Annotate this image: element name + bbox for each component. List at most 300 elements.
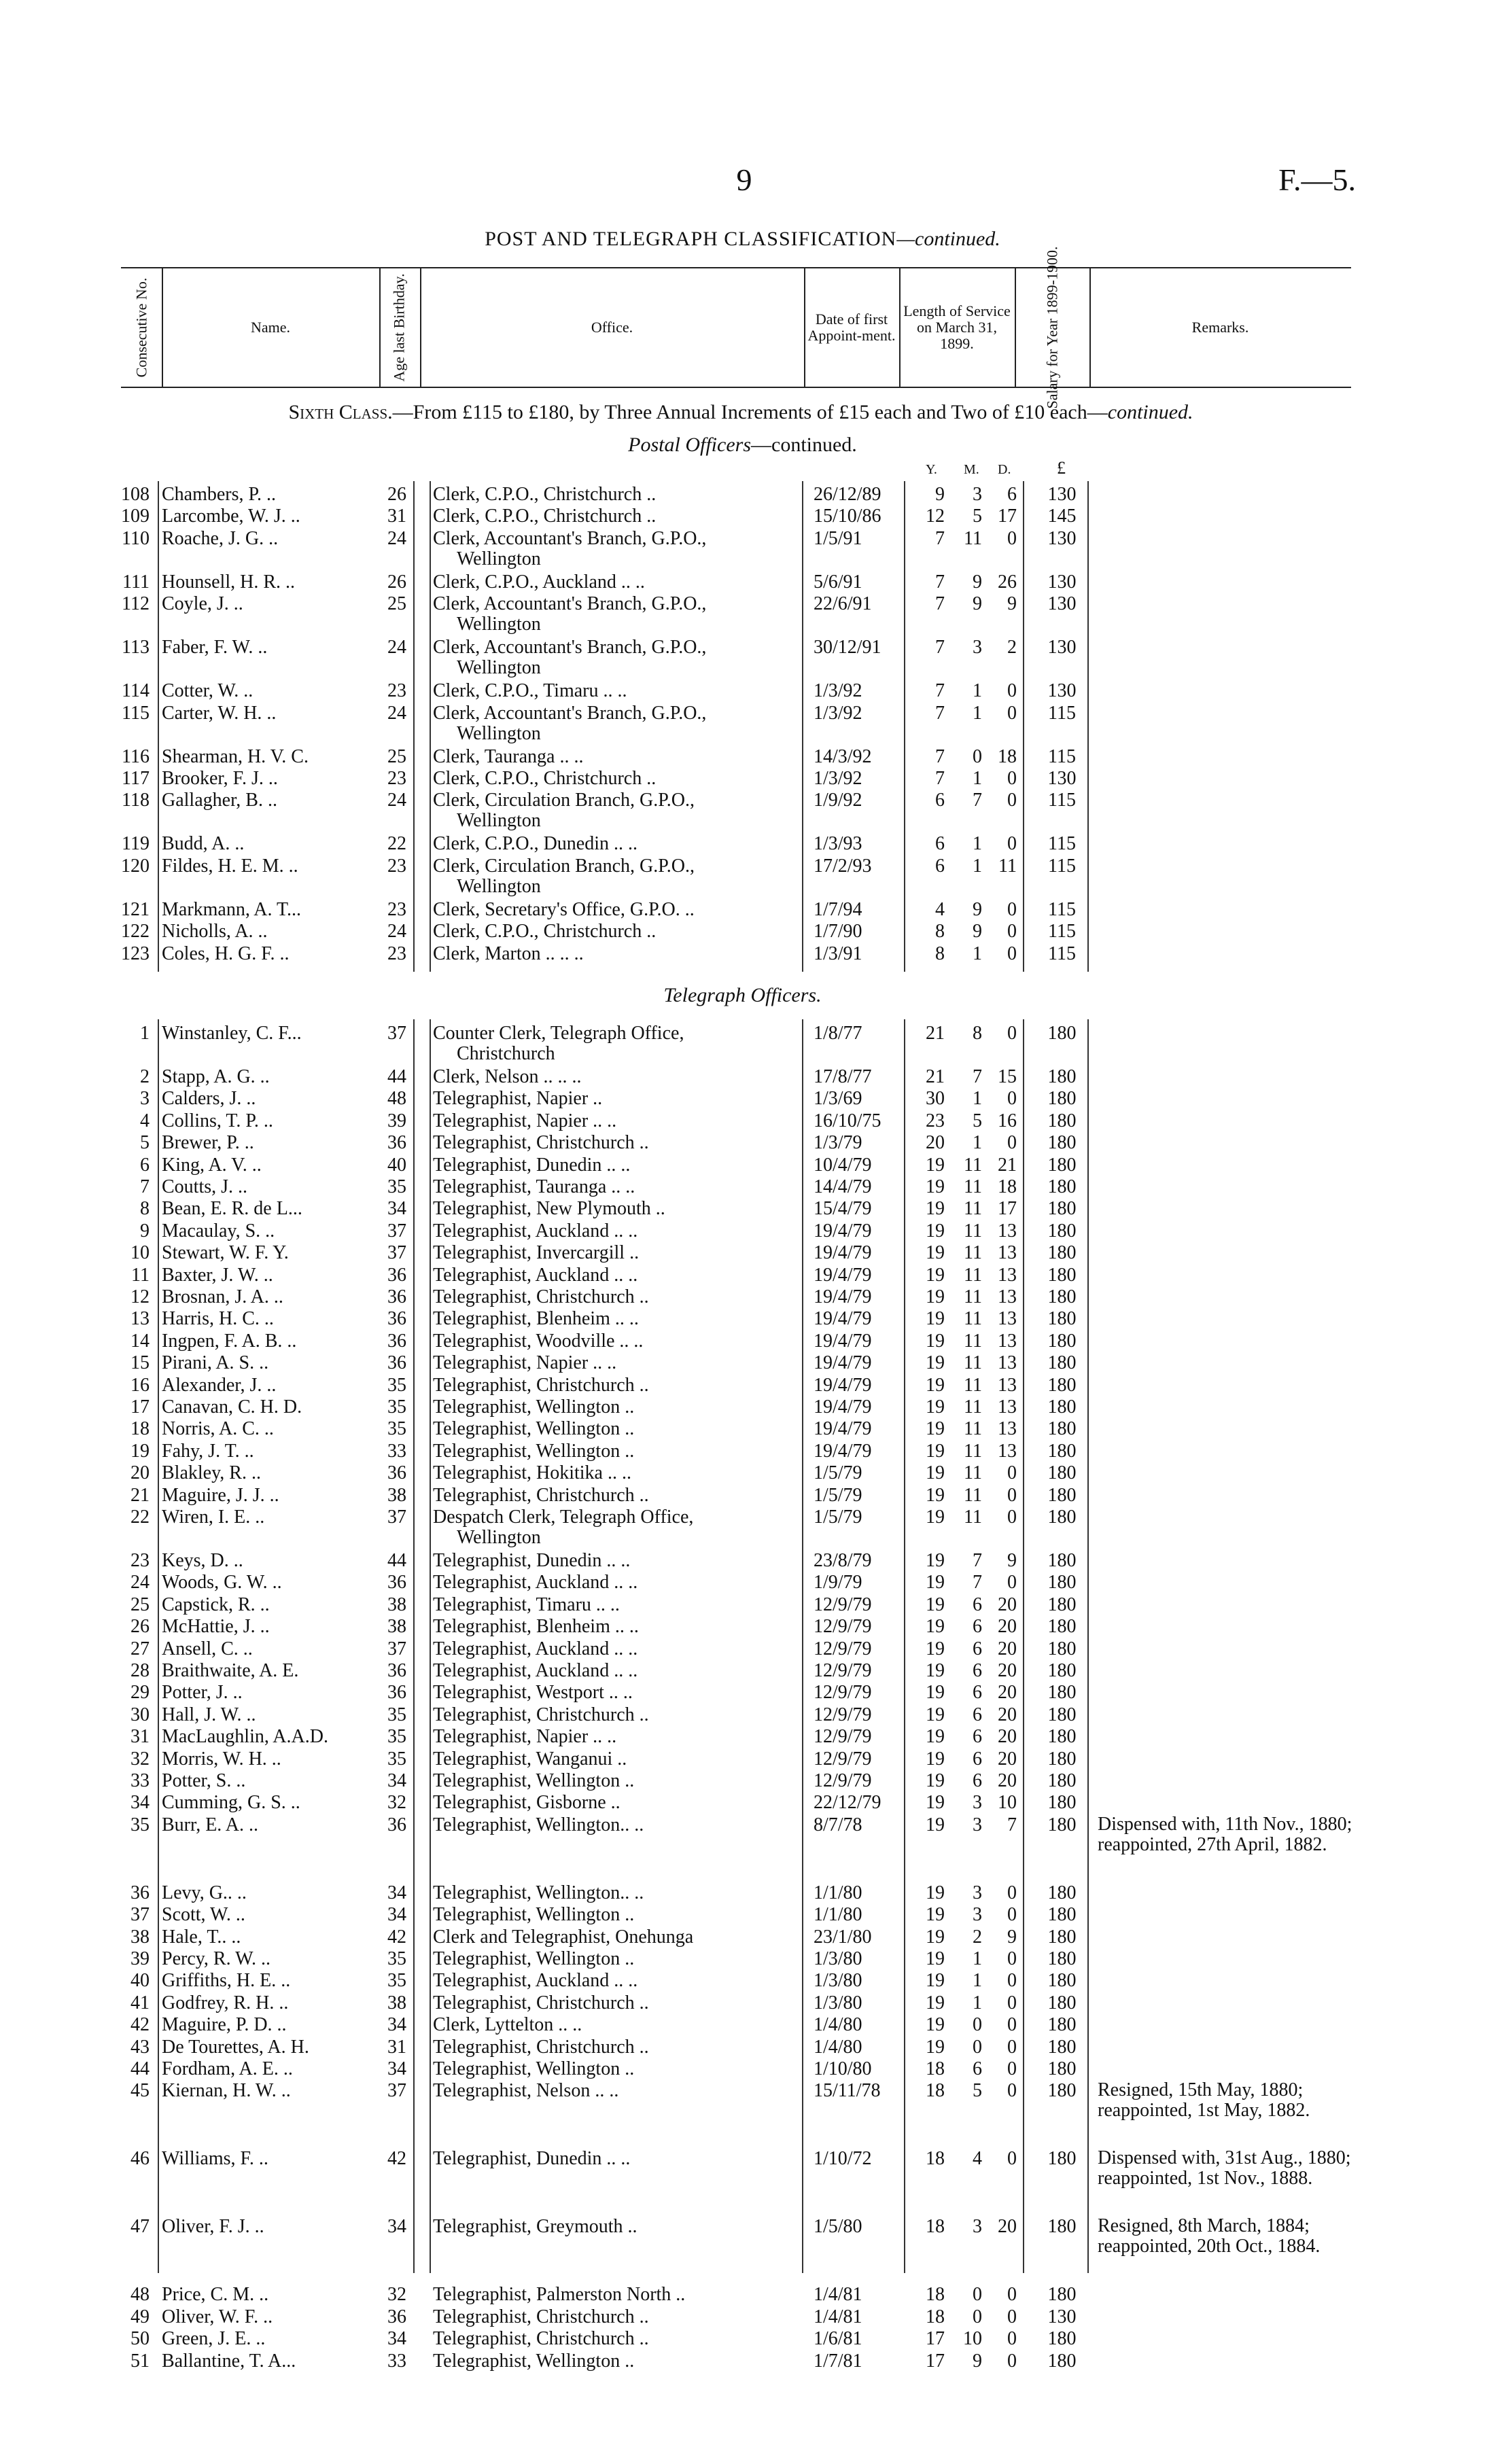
- consecutive-no-text: 113: [122, 637, 150, 658]
- consecutive-no-text: 23: [130, 1550, 150, 1571]
- salary-text: 180: [1047, 1748, 1077, 1770]
- office-text: Clerk, C.P.O., Auckland .. ..: [433, 571, 645, 593]
- age: [381, 790, 413, 811]
- service-years: [911, 1550, 945, 1572]
- salary: [1030, 921, 1094, 943]
- table-row: [0, 1375, 1485, 1396]
- consecutive-no: [102, 2014, 150, 2036]
- age: [381, 1970, 413, 1992]
- office-line-2: Wellington: [457, 810, 541, 832]
- consecutive-no-text: 25: [130, 1594, 150, 1615]
- office: [433, 2014, 793, 2036]
- office-text: Telegraphist, Gisborne ..: [433, 1792, 621, 1814]
- age-text: 34: [387, 1770, 406, 1791]
- officer-name: [162, 1970, 366, 1992]
- consecutive-no-text: 5: [140, 1132, 150, 1154]
- salary: [1030, 2014, 1094, 2036]
- age: [381, 593, 413, 615]
- service-years: [911, 1132, 945, 1154]
- officer-name-text: Ingpen, F. A. B. ..: [162, 1330, 297, 1352]
- salary: [1030, 1110, 1094, 1132]
- service-months: [948, 1992, 982, 2014]
- column-rule: [430, 481, 431, 972]
- service-days-text: 13: [998, 1418, 1017, 1440]
- age-text: 23: [387, 898, 406, 920]
- officer-name-text: Harris, H. C. ..: [162, 1308, 274, 1330]
- service-years-text: 18: [926, 2306, 945, 2327]
- service-months-text: 11: [964, 1330, 982, 1352]
- age: [381, 528, 413, 550]
- officer-name: [162, 921, 366, 943]
- appointment-date: [814, 1441, 902, 1462]
- age-text: 38: [387, 1992, 406, 2013]
- service-months-text: 1: [973, 1992, 982, 2013]
- officer-name-text: Braithwaite, A. E.: [162, 1660, 299, 1681]
- officer-name: [162, 1242, 366, 1264]
- appointment-date-text: 1/5/80: [814, 2216, 862, 2238]
- age: [381, 680, 413, 702]
- officer-name: [162, 1155, 366, 1176]
- office: [433, 2080, 793, 2102]
- table-row: [0, 943, 1485, 965]
- office: [433, 1616, 793, 1638]
- age-text: 36: [387, 1330, 406, 1352]
- office-line-2: Christchurch: [457, 1043, 555, 1064]
- age-text: 34: [387, 2328, 406, 2350]
- officer-name: [162, 1198, 366, 1220]
- consecutive-no: [102, 2037, 150, 2058]
- salary: [1030, 1418, 1094, 1440]
- salary: [1030, 703, 1094, 724]
- office: [433, 1308, 793, 1330]
- age-text: 26: [387, 571, 406, 593]
- service-months: [948, 2351, 982, 2372]
- service-years-text: 7: [935, 637, 945, 658]
- salary: [1030, 1992, 1094, 2014]
- service-days: [985, 1155, 1017, 1176]
- consecutive-no-text: 49: [130, 2306, 150, 2327]
- officer-name: [162, 790, 366, 811]
- appointment-date-text: 1/10/80: [814, 2058, 872, 2079]
- consecutive-no-text: 31: [130, 1726, 150, 1748]
- consecutive-no-text: 36: [130, 1882, 150, 1903]
- salary-text: 115: [1048, 921, 1076, 943]
- salary: [1030, 571, 1094, 593]
- appointment-date-text: 1/7/90: [814, 921, 862, 943]
- officer-name: [162, 2216, 366, 2238]
- service-months: [948, 2284, 982, 2306]
- consecutive-no-text: 35: [130, 1814, 150, 1835]
- service-days: [985, 1265, 1017, 1286]
- consecutive-no-text: 4: [140, 1110, 150, 1131]
- consecutive-no-text: 20: [130, 1462, 150, 1484]
- salary-text: 180: [1047, 1462, 1077, 1484]
- service-months-text: 11: [964, 1352, 982, 1374]
- consecutive-no: [102, 1550, 150, 1572]
- consecutive-no: [102, 484, 150, 506]
- office: [433, 1462, 793, 1484]
- salary: [1030, 2080, 1094, 2102]
- service-years-text: 19: [926, 1418, 945, 1440]
- office: [433, 2037, 793, 2058]
- service-years: [911, 571, 945, 593]
- officer-name-text: Alexander, J. ..: [162, 1374, 277, 1396]
- salary: [1030, 1286, 1094, 1308]
- consecutive-no: [102, 528, 150, 550]
- consecutive-no: [102, 899, 150, 921]
- age-text: 34: [387, 2058, 406, 2079]
- service-years-text: 19: [926, 1748, 945, 1770]
- officer-name: [162, 1462, 366, 1484]
- office: [433, 680, 793, 702]
- service-days: [985, 1220, 1017, 1242]
- appointment-date-text: 1/7/81: [814, 2350, 862, 2372]
- salary-text: 180: [1047, 1176, 1077, 1197]
- appointment-date: [814, 1375, 902, 1396]
- age-text: 42: [387, 2148, 406, 2170]
- office-text: Telegraphist, Napier ..: [433, 1088, 603, 1110]
- officer-name-text: Fordham, A. E. ..: [162, 2058, 293, 2079]
- officer-name-text: Cotter, W. ..: [162, 680, 254, 702]
- age: [381, 1023, 413, 1044]
- service-days: [985, 571, 1017, 593]
- service-days: [985, 2058, 1017, 2080]
- office-text: Telegraphist, Napier .. ..: [433, 1726, 617, 1748]
- service-months-text: 0: [973, 2036, 982, 2058]
- appointment-date: [814, 1550, 902, 1572]
- office: [433, 1155, 793, 1176]
- service-years: [911, 703, 945, 724]
- office-text: Telegraphist, Christchurch ..: [433, 1704, 649, 1725]
- consecutive-no: [102, 1308, 150, 1330]
- service-years-text: 19: [926, 1308, 945, 1330]
- service-years: [911, 1616, 945, 1638]
- salary-text: 180: [1047, 1396, 1077, 1418]
- office: [433, 1265, 793, 1286]
- age: [381, 1308, 413, 1330]
- office: [433, 768, 793, 790]
- age-text: 35: [387, 1704, 406, 1725]
- table-row: [0, 1066, 1485, 1088]
- office-text: Telegraphist, New Plymouth ..: [433, 1198, 665, 1220]
- service-days-text: 13: [998, 1286, 1017, 1307]
- age: [381, 703, 413, 724]
- service-days-text: 0: [1007, 1088, 1017, 1110]
- office-text: Telegraphist, Wellington ..: [433, 1396, 635, 1418]
- officer-name-text: Roache, J. G. ..: [162, 527, 279, 549]
- officer-name-text: Cumming, G. S. ..: [162, 1792, 300, 1814]
- appointment-date-text: 1/1/80: [814, 1882, 862, 1903]
- service-days: [985, 1176, 1017, 1198]
- service-days-text: 26: [998, 571, 1017, 593]
- appointment-date: [814, 680, 902, 702]
- office-line-2: Wellington: [457, 657, 541, 679]
- service-months: [948, 1110, 982, 1132]
- appointment-date-text: 12/9/79: [814, 1682, 872, 1704]
- officer-name-text: Oliver, F. J. ..: [162, 2216, 264, 2238]
- officer-name: [162, 2284, 366, 2306]
- appointment-date-text: 15/10/86: [814, 506, 881, 527]
- service-days-text: 0: [1007, 921, 1017, 943]
- service-days-text: 0: [1007, 2328, 1017, 2350]
- age-text: 24: [387, 527, 406, 549]
- officer-name: [162, 2037, 366, 2058]
- salary: [1030, 2148, 1094, 2170]
- service-months: [948, 1550, 982, 1572]
- table-row: [0, 855, 1485, 897]
- salary: [1030, 790, 1094, 811]
- service-days: [985, 1726, 1017, 1748]
- office: [433, 1023, 793, 1064]
- officer-name: [162, 637, 366, 658]
- appointment-date: [814, 1770, 902, 1792]
- office: [433, 746, 793, 768]
- service-years: [911, 1110, 945, 1132]
- service-days-text: 13: [998, 1352, 1017, 1374]
- service-days: [985, 1396, 1017, 1418]
- office: [433, 1748, 793, 1770]
- officer-name: [162, 1066, 366, 1088]
- officer-name-text: McHattie, J. ..: [162, 1616, 270, 1638]
- age: [381, 1242, 413, 1264]
- consecutive-no: [102, 1132, 150, 1154]
- appointment-date: [814, 2284, 902, 2306]
- salary-text: 180: [1047, 1770, 1077, 1791]
- office-text: Telegraphist, Auckland .. ..: [433, 1572, 638, 1594]
- service-days-text: 0: [1007, 2306, 1017, 2327]
- service-days-text: 0: [1007, 790, 1017, 811]
- salary: [1030, 2058, 1094, 2080]
- service-days: [985, 2148, 1017, 2170]
- office-text: Telegraphist, Christchurch ..: [433, 2328, 649, 2350]
- service-days: [985, 790, 1017, 811]
- service-days-text: 9: [1007, 1550, 1017, 1571]
- appointment-date-text: 19/4/79: [814, 1418, 872, 1440]
- officer-name-text: Bean, E. R. de L...: [162, 1198, 302, 1220]
- header-name: Name.: [250, 319, 291, 336]
- service-years: [911, 593, 945, 615]
- service-years: [911, 2306, 945, 2328]
- service-years-text: 19: [926, 1220, 945, 1242]
- salary-text: 180: [1047, 1132, 1077, 1154]
- service-years: [911, 1242, 945, 1264]
- officer-name: [162, 1088, 366, 1110]
- service-months: [948, 1088, 982, 1110]
- table-row: [0, 1792, 1485, 1814]
- consecutive-no-text: 117: [122, 768, 150, 789]
- service-months-text: 1: [973, 943, 982, 964]
- service-days: [985, 1110, 1017, 1132]
- age-text: 34: [387, 1882, 406, 1903]
- salary-text: 180: [1047, 1970, 1077, 1992]
- service-months-text: 3: [973, 2216, 982, 2238]
- office: [433, 1682, 793, 1704]
- column-rule: [802, 1019, 803, 2273]
- header-remarks: Remarks.: [1191, 319, 1249, 336]
- salary-text: 130: [1047, 2306, 1077, 2327]
- office-text: Telegraphist, Dunedin .. ..: [433, 2148, 631, 2170]
- appointment-date: [814, 1155, 902, 1176]
- service-years: [911, 1507, 945, 1528]
- officer-name-text: Carter, W. H. ..: [162, 702, 277, 724]
- service-days-text: 0: [1007, 1132, 1017, 1154]
- salary: [1030, 899, 1094, 921]
- service-months: [948, 1023, 982, 1044]
- consecutive-no: [102, 921, 150, 943]
- age: [381, 1198, 413, 1220]
- consecutive-no-text: 123: [121, 943, 150, 964]
- consecutive-no-text: 34: [130, 1792, 150, 1814]
- unit-years: Y.: [926, 462, 937, 477]
- service-days: [985, 593, 1017, 615]
- service-years-text: 19: [926, 1352, 945, 1374]
- service-years-text: 19: [926, 1992, 945, 2013]
- service-days-text: 0: [1007, 898, 1017, 920]
- service-months-text: 1: [973, 833, 982, 855]
- salary-text: 180: [1047, 1926, 1077, 1948]
- consecutive-no-text: 3: [140, 1088, 150, 1110]
- service-years: [911, 1638, 945, 1660]
- age-text: 24: [387, 702, 406, 724]
- table-row: [0, 527, 1485, 569]
- appointment-date: [814, 943, 902, 965]
- service-years-text: 19: [926, 1550, 945, 1571]
- officer-name: [162, 856, 366, 877]
- office-text: Telegraphist, Invercargill ..: [433, 1242, 640, 1264]
- salary-text: 180: [1047, 1374, 1077, 1396]
- salary-text: 180: [1047, 1682, 1077, 1704]
- office: [433, 527, 793, 569]
- officer-name-text: Hall, J. W. ..: [162, 1704, 256, 1725]
- table-row: [0, 1286, 1485, 1308]
- service-years-text: 18: [926, 2080, 945, 2102]
- salary: [1030, 680, 1094, 702]
- table-row: [0, 2215, 1485, 2257]
- age-text: 37: [387, 1242, 406, 1264]
- office-text: Telegraphist, Wellington ..: [433, 1948, 635, 1969]
- consecutive-no-text: 48: [130, 2284, 150, 2306]
- consecutive-no: [102, 943, 150, 965]
- appointment-date-text: 1/6/81: [814, 2328, 862, 2350]
- service-months-text: 7: [973, 1550, 982, 1571]
- consecutive-no: [102, 1992, 150, 2014]
- service-years: [911, 1748, 945, 1770]
- salary: [1030, 1770, 1094, 1792]
- service-months: [948, 1132, 982, 1154]
- page-number: 9: [736, 162, 752, 197]
- appointment-date-text: 1/1/80: [814, 1904, 862, 1926]
- officer-name: [162, 506, 366, 527]
- appointment-date: [814, 1970, 902, 1992]
- salary: [1030, 1682, 1094, 1704]
- office-line-2: Wellington: [457, 875, 541, 897]
- service-years-text: 12: [926, 506, 945, 527]
- office-text: Telegraphist, Christchurch ..: [433, 1286, 649, 1307]
- appointment-date: [814, 1220, 902, 1242]
- salary: [1030, 1396, 1094, 1418]
- service-months-text: 11: [964, 1308, 982, 1330]
- appointment-date: [814, 833, 902, 855]
- service-days: [985, 1770, 1017, 1792]
- appointment-date: [814, 2014, 902, 2036]
- office: [433, 1331, 793, 1352]
- title-continued: —continued.: [896, 228, 1000, 250]
- appointment-date-text: 1/5/79: [814, 1484, 862, 1506]
- officer-name-text: Burr, E. A. ..: [162, 1814, 258, 1835]
- service-years: [911, 790, 945, 811]
- consecutive-no-text: 118: [122, 790, 150, 811]
- office: [433, 1594, 793, 1616]
- service-years: [911, 2014, 945, 2036]
- service-days-text: 17: [998, 1198, 1017, 1220]
- consecutive-no: [102, 1023, 150, 1044]
- service-months-text: 1: [973, 702, 982, 724]
- age: [381, 1550, 413, 1572]
- salary: [1030, 1926, 1094, 1948]
- office-line-2: Wellington: [457, 614, 541, 635]
- consecutive-no-text: 18: [130, 1418, 150, 1440]
- service-days-text: 0: [1007, 1970, 1017, 1992]
- service-months-text: 3: [973, 637, 982, 658]
- service-days-text: 0: [1007, 2036, 1017, 2058]
- salary-text: 180: [1047, 2148, 1077, 2170]
- consecutive-no: [102, 2306, 150, 2328]
- consecutive-no: [102, 1485, 150, 1507]
- consecutive-no: [102, 1110, 150, 1132]
- appointment-date-text: 12/9/79: [814, 1770, 872, 1791]
- salary: [1030, 1023, 1094, 1044]
- consecutive-no-text: 40: [130, 1970, 150, 1992]
- table-row: [0, 1110, 1485, 1132]
- service-months-text: 6: [973, 1594, 982, 1615]
- appointment-date-text: 1/3/80: [814, 1992, 862, 2013]
- service-years: [911, 1176, 945, 1198]
- remarks-text: Dispensed with, 11th Nov., 1880; reappointed, 27th April, 1882.: [1098, 1813, 1352, 1855]
- service-years: [911, 1308, 945, 1330]
- consecutive-no-text: 12: [130, 1286, 150, 1307]
- service-days: [985, 943, 1017, 965]
- office-text: Telegraphist, Auckland .. ..: [433, 1970, 638, 1992]
- office: [433, 1418, 793, 1440]
- office-text: Telegraphist, Palmerston North ..: [433, 2284, 686, 2306]
- service-months: [948, 1485, 982, 1507]
- service-months-text: 3: [973, 1814, 982, 1835]
- age: [381, 1992, 413, 2014]
- service-months: [948, 943, 982, 965]
- office-text: Clerk, C.P.O., Christchurch ..: [433, 921, 657, 943]
- age: [381, 768, 413, 790]
- service-days-text: 20: [998, 1638, 1017, 1659]
- appointment-date: [814, 2216, 902, 2238]
- service-months-text: 1: [973, 1132, 982, 1154]
- service-days-text: 0: [1007, 1023, 1017, 1044]
- service-years: [911, 1572, 945, 1594]
- age-text: 31: [387, 2036, 406, 2058]
- table-row: [0, 2037, 1485, 2058]
- appointment-date-text: 17/8/77: [814, 1066, 872, 1087]
- officer-name-text: King, A. V. ..: [162, 1154, 262, 1176]
- service-days: [985, 899, 1017, 921]
- service-months: [948, 856, 982, 877]
- salary-text: 180: [1047, 1242, 1077, 1264]
- consecutive-no-text: 27: [130, 1638, 150, 1659]
- office: [433, 899, 793, 921]
- appointment-date: [814, 1926, 902, 1948]
- officer-name-text: Coles, H. G. F. ..: [162, 943, 290, 964]
- age: [381, 2216, 413, 2238]
- age-text: 35: [387, 1374, 406, 1396]
- table-row: [0, 1023, 1485, 1064]
